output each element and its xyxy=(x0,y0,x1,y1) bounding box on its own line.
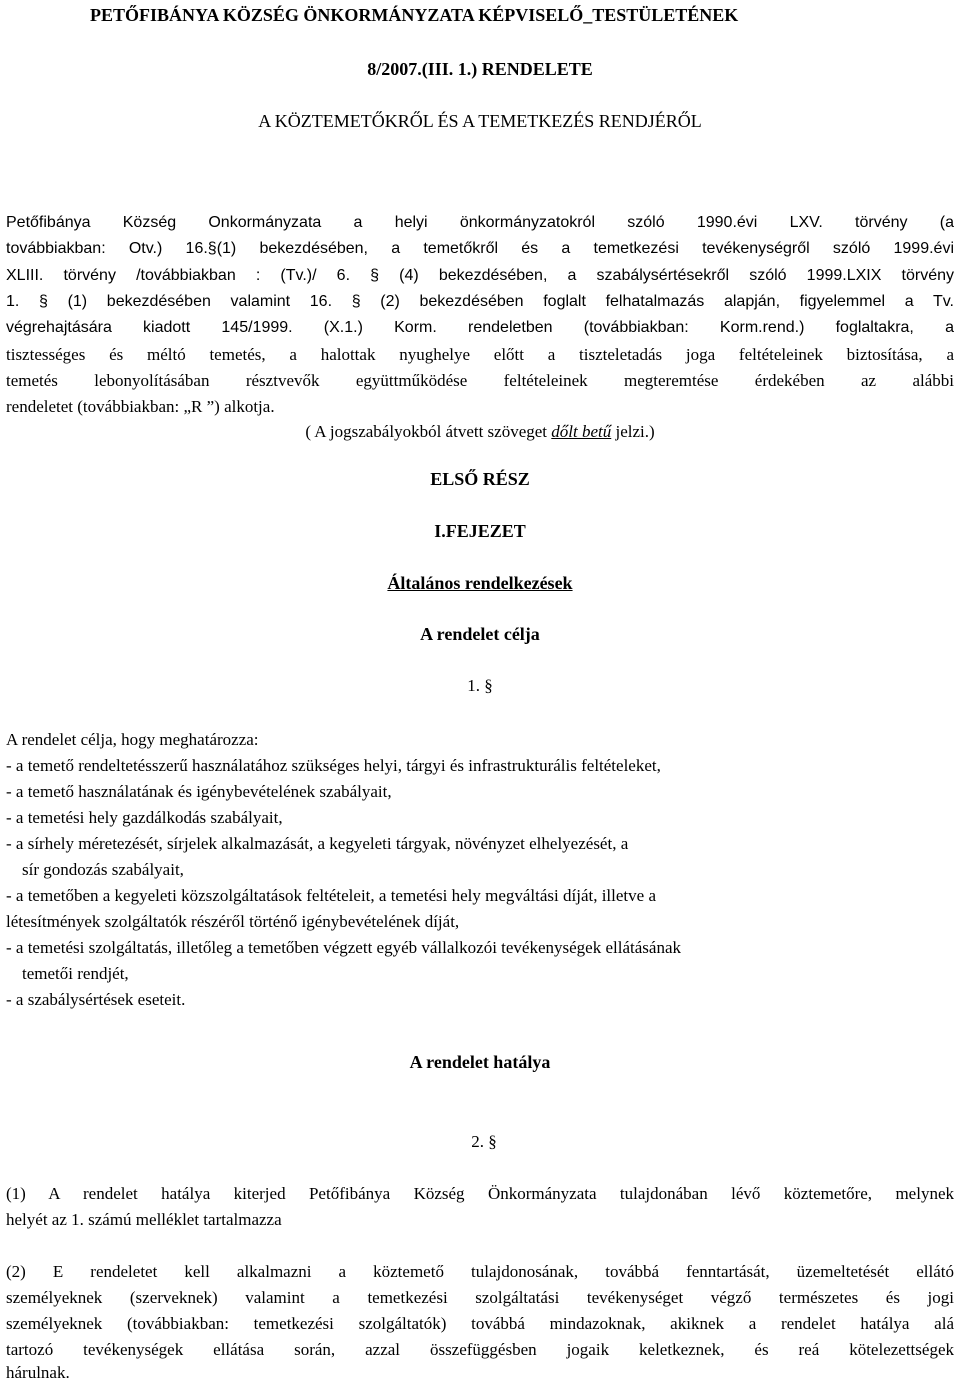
section1-item: - a temetési szolgáltatás, illetőleg a temetőben végzett egyéb vállalkozói tevékenységek ellátásának xyxy=(6,938,681,957)
preamble-line-5: végrehajtására kiadott 145/1999. (X.1.) Korm. rendeletben (továbbiakban: Korm.rend.) foglaltakra, a xyxy=(6,320,954,336)
section1-item-continuation: létesítmények szolgáltatók részéről történő igénybevételének díját, xyxy=(6,912,460,931)
header-title-line1: PETŐFIBÁNYA KÖZSÉG ÖNKORMÁNYZATA KÉPVISELŐ_TESTÜLETÉNEK xyxy=(90,5,739,25)
preamble-line-1: Petőfibánya Község Önkormányzata a helyi önkormányzatokról szóló 1990.évi LXV. törvény (a xyxy=(6,215,954,231)
section2-number: 2. § xyxy=(471,1132,497,1151)
preamble-line-2: továbbiakban: Ötv.) 16.§(1) bekezdésében, a temetőkről és a temetkezési tevékenységről szóló 1999.évi xyxy=(6,241,954,257)
section1-item: - a sírhely méretezését, sírjelek alkalmazását, a kegyeleti tárgyak, növényzet elhelyezését, a xyxy=(6,834,629,853)
section1-item: - a temetőben a kegyeleti közszolgáltatások feltételeit, a temetési hely megváltási díját, illetve a xyxy=(6,886,656,905)
preamble-line-7: temetés lebonyolításában résztvevők együttműködése feltételeinek megteremtése érdekében az alábbi xyxy=(6,372,954,390)
section2-p2-line-3: személyeknek (továbbiakban: temetkezési szolgáltatók) továbbá mindazoknak, akiknek a rendelet hatálya alá xyxy=(6,1315,954,1333)
section1-item-continuation: sír gondozás szabályait, xyxy=(22,860,184,879)
section2-p2-line-4: tartozó tevékenységek ellátása során, azzal összefüggésben jogaik keletkeznek, és reá kötelezettségek xyxy=(6,1341,954,1359)
section1-intro: A rendelet célja, hogy meghatározza: xyxy=(6,730,259,749)
section2-p2-line-1: (2) E rendeletet kell alkalmazni a köztemető tulajdonosának, továbbá fenntartását, üzemeltetését ellátó xyxy=(6,1263,954,1281)
section2-p1-line-1: (1) A rendelet hatálya kiterjed Petőfibánya Község Önkormányzata tulajdonában lévő köztemetőre, melynek xyxy=(6,1185,954,1203)
preamble-note-post: jelzi.) xyxy=(611,422,655,441)
section1-heading: A rendelet célja xyxy=(420,624,540,644)
section2-p2-line-5: hárulnak. xyxy=(6,1363,70,1382)
section1-item: - a szabálysértések eseteit. xyxy=(6,990,186,1009)
section1-item: - a temető rendeltetésszerű használatához szükséges helyi, tárgyi és infrastrukturális feltételeket, xyxy=(6,756,661,775)
header-title-line3: A KÖZTEMETŐKRŐL ÉS A TEMETKEZÉS RENDJÉRŐL xyxy=(258,111,702,131)
section1-item: - a temető használatának és igénybevételének szabályait, xyxy=(6,782,392,801)
preamble-line-6: tisztességes és méltó temetés, a halottak nyughelye előtt a tiszteletadás joga feltételeinek biztosítása, a xyxy=(6,346,954,364)
header-title-line2: 8/2007.(III. 1.) RENDELETE xyxy=(367,59,593,79)
section1-item: - a temetési hely gazdálkodás szabályait, xyxy=(6,808,283,827)
section2-heading: A rendelet hatálya xyxy=(409,1052,551,1072)
section1-number: 1. § xyxy=(467,676,493,695)
section2-p2-line-2: személyeknek (szerveknek) valamint a temetkezési szolgáltatási tevékenységet végző természetes és jogi xyxy=(6,1289,954,1307)
preamble-line-4: 1. § (1) bekezdésében valamint 16. § (2) bekezdésében foglalt felhatalmazás alapján, figyelemmel a Tv. xyxy=(6,294,954,310)
section1-item-continuation: temetői rendjét, xyxy=(22,964,129,983)
chapter-subtitle: Általános rendelkezések xyxy=(387,573,573,593)
preamble-line-8: rendeletet (továbbiakban: „R ”) alkotja. xyxy=(6,397,275,416)
part-title: ELSŐ RÉSZ xyxy=(430,469,530,489)
chapter-title: I.FEJEZET xyxy=(434,521,526,541)
preamble-note-italic: dőlt betű xyxy=(551,422,612,441)
preamble-note xyxy=(0,423,960,440)
section2-p1-line-2: helyét az 1. számú melléklet tartalmazza xyxy=(6,1210,282,1229)
preamble-note-pre: ( A jogszabályokból átvett szöveget xyxy=(305,422,552,441)
preamble-line-3: XLIII. törvény /továbbiakban : (Tv.)/ 6. § (4) bekezdésében, a szabálysértésekről szóló 1999.LXIX törvény xyxy=(6,268,954,284)
